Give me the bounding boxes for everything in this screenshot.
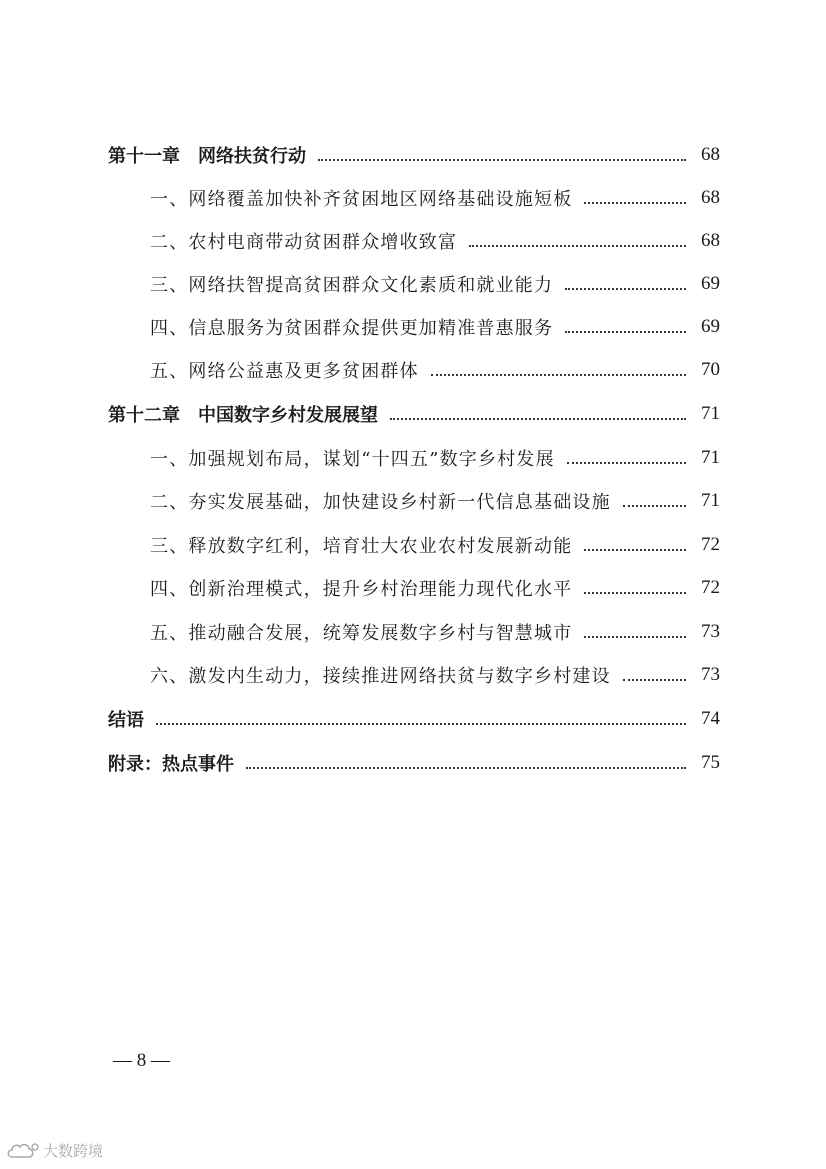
toc-entry-title: 二、农村电商带动贫困群众增收致富 xyxy=(150,232,458,253)
toc-entry-title: 第十一章 网络扶贫行动 xyxy=(108,146,306,167)
toc-entry-title: 六、激发内生动力，接续推进网络扶贫与数字乡村建设 xyxy=(150,666,611,687)
toc-entry-section[interactable] xyxy=(150,184,720,212)
toc-entry-title: 一、加强规划布局，谋划“十四五”数字乡村发展 xyxy=(150,449,555,470)
dot-leader xyxy=(567,462,686,464)
toc-entry-section[interactable] xyxy=(150,487,720,515)
toc-entry-title: 五、网络公益惠及更多贫困群体 xyxy=(150,361,419,382)
toc-entry-chapter-12[interactable] xyxy=(108,400,720,428)
toc-entry-section[interactable] xyxy=(150,618,720,646)
toc-entry-page: 71 xyxy=(701,403,720,424)
toc-entry-page: 71 xyxy=(701,447,720,468)
toc-entry-title: 第十二章 中国数字乡村发展展望 xyxy=(108,405,378,426)
watermark-text: 大数跨境 xyxy=(43,1142,104,1160)
dot-leader xyxy=(431,374,686,376)
toc-entry-appendix[interactable] xyxy=(108,749,720,777)
toc-entry-section[interactable] xyxy=(150,227,720,255)
watermark xyxy=(6,1140,103,1161)
toc-entry-page: 72 xyxy=(701,534,720,555)
toc-entry-section[interactable] xyxy=(150,574,720,602)
toc-entry-section[interactable] xyxy=(150,531,720,559)
dot-leader xyxy=(584,549,686,551)
toc-entry-page: 73 xyxy=(701,664,720,685)
page-number: — 8 — xyxy=(113,1050,170,1071)
toc-entry-title: 二、夯实发展基础，加快建设乡村新一代信息基础设施 xyxy=(150,492,611,513)
toc-entry-title: 三、释放数字红利，培育壮大农业农村发展新动能 xyxy=(150,536,573,557)
dot-leader xyxy=(584,636,686,638)
toc-entry-page: 68 xyxy=(701,187,720,208)
toc-entry-page: 72 xyxy=(701,577,720,598)
toc-entry-page: 75 xyxy=(701,752,720,773)
dot-leader xyxy=(584,592,686,594)
dot-leader xyxy=(156,723,686,725)
toc-entry-section[interactable] xyxy=(150,356,720,384)
toc-entry-page: 69 xyxy=(701,316,720,337)
toc-entry-page: 74 xyxy=(701,708,720,729)
dot-leader xyxy=(584,202,686,204)
toc-entry-page: 73 xyxy=(701,621,720,642)
toc-entry-chapter-11[interactable] xyxy=(108,141,720,169)
dot-leader xyxy=(565,331,686,333)
toc-entry-page: 70 xyxy=(701,359,720,380)
toc-entry-section[interactable] xyxy=(150,313,720,341)
toc-entry-section[interactable] xyxy=(150,444,720,472)
toc-entry-page: 68 xyxy=(701,230,720,251)
toc-entry-conclusion[interactable] xyxy=(108,705,720,733)
toc-entry-title: 结语 xyxy=(108,710,144,731)
dot-leader xyxy=(469,245,686,247)
toc-entry-title: 附录：热点事件 xyxy=(108,754,234,775)
toc-entry-page: 69 xyxy=(701,273,720,294)
toc-entry-section[interactable] xyxy=(150,661,720,689)
toc-entry-title: 五、推动融合发展，统筹发展数字乡村与智慧城市 xyxy=(150,623,573,644)
dot-leader xyxy=(623,505,686,507)
toc-entry-section[interactable] xyxy=(150,270,720,298)
dot-leader xyxy=(246,767,686,769)
toc-entry-title: 四、信息服务为贫困群众提供更加精准普惠服务 xyxy=(150,318,554,339)
cloud-logo-icon xyxy=(6,1141,40,1161)
toc-entry-page: 71 xyxy=(701,490,720,511)
toc-entry-title: 一、网络覆盖加快补齐贫困地区网络基础设施短板 xyxy=(150,189,573,210)
dot-leader xyxy=(318,159,686,161)
dot-leader xyxy=(565,288,686,290)
toc-entry-title: 四、创新治理模式，提升乡村治理能力现代化水平 xyxy=(150,579,573,600)
toc-entry-page: 68 xyxy=(701,144,720,165)
toc-entry-title: 三、网络扶智提高贫困群众文化素质和就业能力 xyxy=(150,275,554,296)
dot-leader xyxy=(623,679,686,681)
dot-leader xyxy=(390,418,686,420)
